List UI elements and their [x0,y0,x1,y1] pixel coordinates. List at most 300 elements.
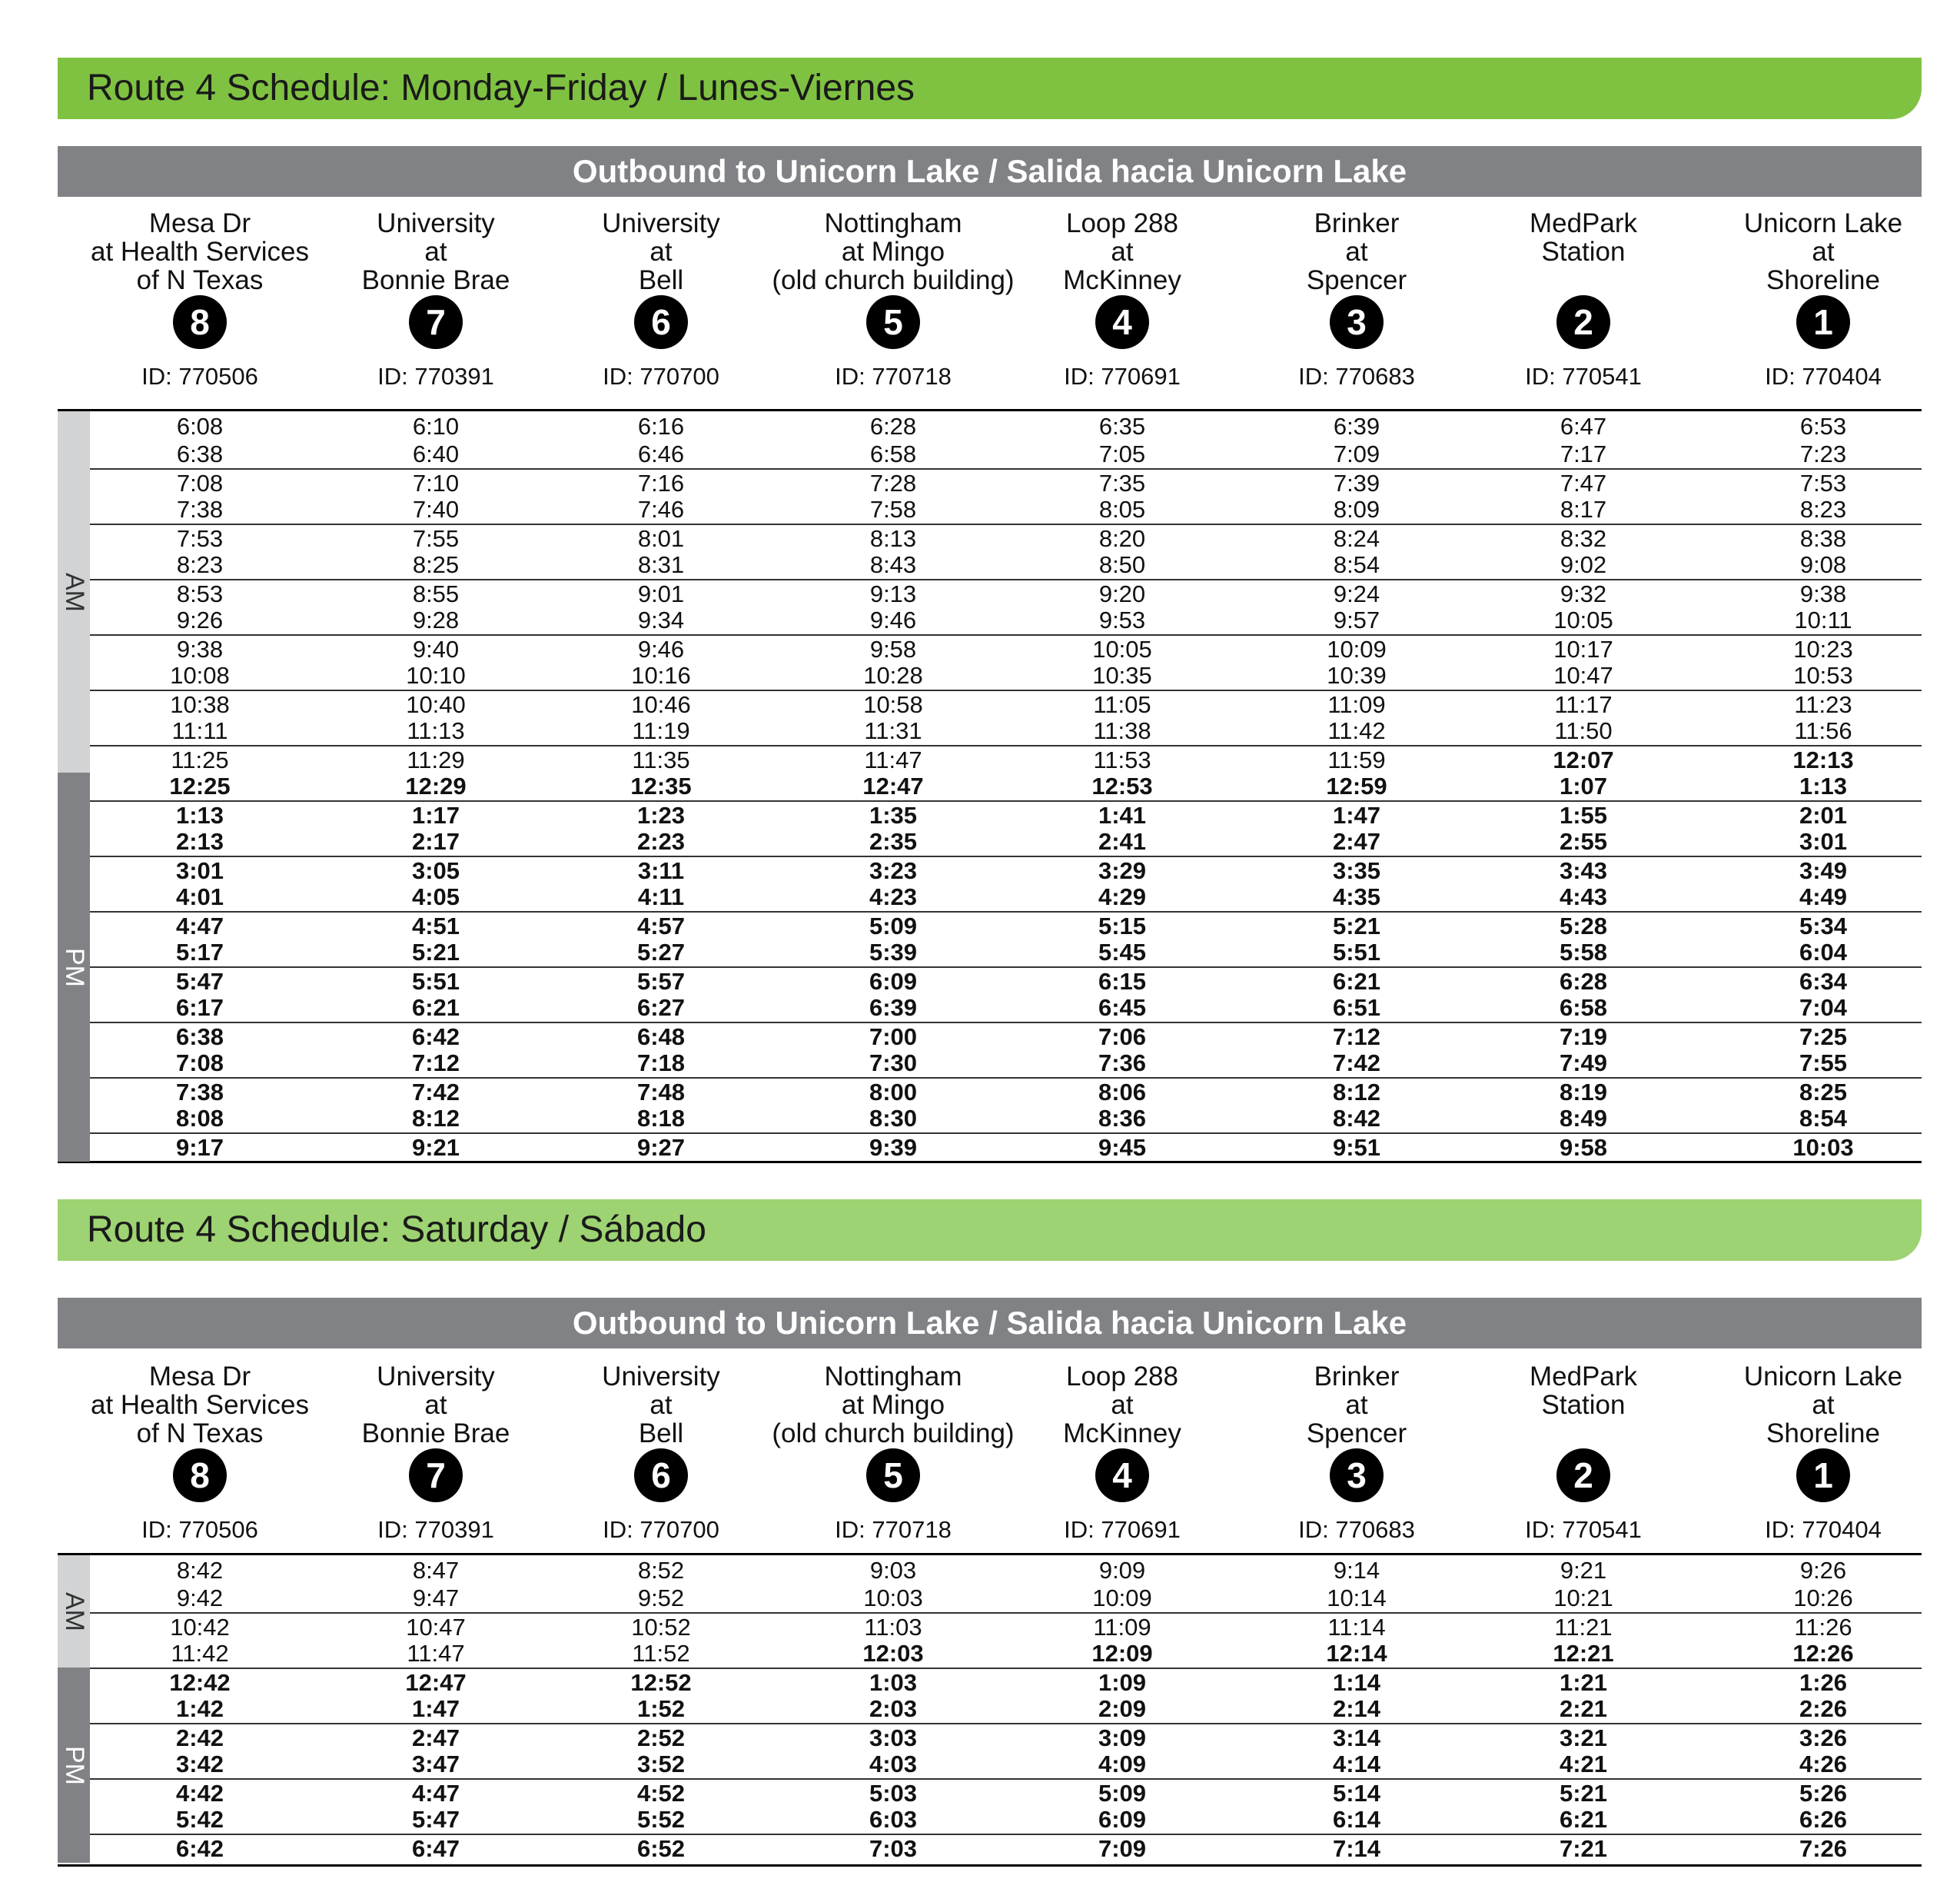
time-cell: 9:58 [869,636,917,663]
time-cell: 7:10 [412,470,460,497]
time-cell: 9:27 [636,1134,686,1161]
time-cell: 10:21 [1553,1584,1613,1611]
table-row [90,800,1922,828]
time-cell: 7:17 [1560,441,1607,467]
time-cell: 1:55 [1559,802,1608,829]
stop-id: ID: 770506 [141,363,258,390]
time-cell: 5:14 [1332,1780,1381,1807]
time-cell: 6:42 [411,1023,460,1050]
time-cell: 8:08 [175,1105,224,1132]
stop-number-badge: 5 [866,1448,920,1502]
stop-name-line: at [1111,1390,1134,1420]
time-cell: 12:26 [1792,1640,1854,1667]
time-cell: 5:03 [869,1780,918,1807]
stop-id: ID: 770683 [1298,363,1415,390]
time-cell: 5:58 [1559,939,1608,966]
time-cell: 2:47 [411,1724,460,1751]
time-cell: 11:23 [1794,691,1852,718]
time-cell: 6:10 [412,413,460,440]
time-cell: 8:54 [1333,551,1380,578]
time-cell: 6:42 [175,1835,224,1862]
time-cell: 6:40 [412,441,460,467]
stop-id: ID: 770541 [1525,363,1642,390]
time-cell: 8:36 [1098,1105,1147,1132]
time-cell: 8:09 [1333,496,1380,523]
time-cell: 9:46 [869,607,917,633]
time-cell: 3:43 [1559,857,1608,884]
time-cell: 8:31 [637,551,685,578]
time-cell: 3:03 [869,1724,918,1751]
time-cell: 11:47 [407,1640,465,1667]
stop-id: ID: 770683 [1298,1516,1415,1543]
table-row [90,579,1922,607]
time-cell: 4:11 [637,883,685,910]
table-row [58,441,1922,468]
time-cell: 11:09 [1093,1614,1151,1641]
time-cell: 2:23 [636,828,686,855]
time-cell: 9:45 [1098,1134,1147,1161]
time-cell: 10:47 [1553,662,1613,689]
stop-name-line: at Health Services [90,237,310,267]
time-cell: 7:53 [176,525,224,552]
stop-id: ID: 770404 [1765,363,1882,390]
time-cell: 3:01 [175,857,224,884]
time-cell: 7:58 [869,496,917,523]
time-cell: 7:42 [1332,1049,1381,1076]
time-cell: 9:08 [1799,551,1847,578]
stop-name-line: MedPark [1529,208,1638,238]
time-cell: 7:49 [1559,1049,1608,1076]
table-row [58,551,1922,579]
time-cell: 10:03 [1792,1134,1854,1161]
time-cell: 5:51 [411,968,460,995]
time-cell: 3:42 [175,1751,224,1777]
stop-name-line: (old church building) [772,1418,1015,1448]
time-cell: 11:26 [1794,1614,1852,1641]
stop-name-line: at [1812,237,1835,267]
time-cell: 10:40 [406,691,466,718]
stop-id: ID: 770718 [835,363,952,390]
stop-name-line: Brinker [1314,208,1400,238]
time-cell: 4:47 [175,913,224,939]
stop-name-line: at [1345,237,1368,267]
time-cell: 3:35 [1332,857,1381,884]
time-cell: 6:47 [1560,413,1607,440]
time-cell: 8:01 [637,525,685,552]
stop-id: ID: 770691 [1064,1516,1181,1543]
time-cell: 3:14 [1332,1724,1381,1751]
stop-header [61,1362,338,1545]
time-cell: 1:42 [175,1695,224,1722]
time-cell: 10:35 [1092,662,1152,689]
time-cell: 2:42 [175,1724,224,1751]
time-cell: 7:00 [869,1023,918,1050]
table-row [58,939,1922,966]
time-cell: 4:26 [1799,1751,1848,1777]
time-cell: 6:38 [175,1023,224,1050]
time-cell: 7:23 [1799,441,1847,467]
table-row [90,1132,1922,1160]
time-cell: 4:14 [1332,1751,1381,1777]
table-row [90,1077,1922,1105]
table-row [58,607,1922,634]
time-cell: 4:47 [411,1780,460,1807]
time-cell: 6:27 [636,994,686,1021]
weekday-schedule-title: Route 4 Schedule: Monday-Friday / Lunes-Viernes [58,58,1922,119]
table-row [58,828,1922,856]
stop-number-badge: 3 [1330,1448,1384,1502]
time-cell: 5:42 [175,1806,224,1833]
table-row [90,1778,1922,1806]
time-cell: 4:05 [411,883,460,910]
time-cell: 10:26 [1793,1584,1853,1611]
time-cell: 6:39 [869,994,918,1021]
time-cell: 6:21 [1559,1806,1608,1833]
stop-name [1685,1362,1960,1448]
time-cell: 7:55 [412,525,460,552]
time-cell: 5:21 [1559,1780,1608,1807]
time-cell: 1:26 [1799,1669,1848,1696]
time-cell: 11:53 [1093,746,1151,773]
time-cell: 12:59 [1326,773,1387,800]
time-cell: 7:14 [1332,1835,1381,1862]
time-cell: 9:21 [411,1134,460,1161]
time-cell: 11:50 [1554,717,1613,744]
time-cell: 1:41 [1098,802,1147,829]
stop-name-line: Spencer [1306,265,1407,295]
time-cell: 8:18 [636,1105,686,1132]
stop-name-line: Shoreline [1766,265,1880,295]
stop-name-line: Unicorn Lake [1743,208,1903,238]
time-cell: 9:09 [1098,1557,1146,1584]
time-cell: 5:57 [636,968,686,995]
time-cell: 9:14 [1333,1557,1380,1584]
time-cell: 7:25 [1799,1023,1848,1050]
time-cell: 9:57 [1333,607,1380,633]
time-cell: 7:19 [1559,1023,1608,1050]
stop-name-line: University [377,208,495,238]
time-cell: 5:15 [1098,913,1147,939]
time-cell: 7:09 [1333,441,1380,467]
time-cell: 6:15 [1098,968,1147,995]
time-cell: 2:47 [1332,828,1381,855]
stop-header [61,209,338,392]
time-cell: 6:34 [1799,968,1848,995]
time-cell: 1:52 [636,1695,686,1722]
table-row [58,717,1922,745]
time-cell: 2:03 [869,1695,918,1722]
stop-number-badge: 8 [173,1448,227,1502]
time-cell: 8:13 [869,525,917,552]
time-cell: 2:14 [1332,1695,1381,1722]
time-cell: 7:42 [411,1079,460,1106]
time-cell: 10:46 [631,691,691,718]
time-cell: 7:03 [869,1835,918,1862]
time-cell: 3:49 [1799,857,1848,884]
time-cell: 12:25 [169,773,231,800]
table-row [58,994,1922,1022]
time-cell: 8:42 [176,1557,224,1584]
table-row [90,1668,1922,1695]
stop-id: ID: 770541 [1525,1516,1642,1543]
time-cell: 2:26 [1799,1695,1848,1722]
time-cell: 9:24 [1333,580,1380,607]
stop-id: ID: 770700 [603,363,719,390]
time-cell: 8:32 [1560,525,1607,552]
time-cell: 4:52 [636,1780,686,1807]
time-cell: 9:51 [1332,1134,1381,1161]
time-cell: 12:09 [1091,1640,1153,1667]
time-cell: 12:35 [630,773,692,800]
stop-name-line: Nottingham [824,1362,962,1392]
time-cell: 8:43 [869,551,917,578]
time-cell: 3:47 [411,1751,460,1777]
stop-number-badge: 8 [173,295,227,349]
table-row [90,966,1922,994]
table-row [90,634,1922,662]
table-row [90,745,1922,773]
time-cell: 10:52 [631,1614,691,1641]
time-cell: 11:59 [1327,746,1386,773]
time-cell: 7:30 [869,1049,918,1076]
time-cell: 5:27 [636,939,686,966]
stop-name-line: Mesa Dr [148,1362,251,1392]
time-cell: 3:23 [869,857,918,884]
time-cell: 11:03 [864,1614,922,1641]
time-cell: 7:05 [1098,441,1146,467]
table-row [90,1834,1922,1861]
time-cell: 8:55 [412,580,460,607]
time-cell: 11:21 [1554,1614,1613,1641]
time-cell: 8:53 [176,580,224,607]
time-cell: 6:58 [1559,994,1608,1021]
stop-id: ID: 770506 [141,1516,258,1543]
stop-name-line: Bell [638,265,684,295]
time-cell: 9:26 [1799,1557,1847,1584]
time-cell: 8:24 [1333,525,1380,552]
time-cell: 2:21 [1559,1695,1608,1722]
time-cell: 1:17 [411,802,460,829]
time-cell: 3:52 [636,1751,686,1777]
stop-name-line: at Health Services [90,1390,310,1420]
table-row [90,856,1922,883]
time-cell: 2:55 [1559,828,1608,855]
table-row [90,911,1922,939]
time-cell: 12:42 [169,1669,231,1696]
time-cell: 7:18 [636,1049,686,1076]
time-cell: 9:13 [869,580,917,607]
stop-number-badge: 4 [1095,295,1149,349]
stop-name-line: at Mingo [841,237,945,267]
time-cell: 1:09 [1098,1669,1147,1696]
pm-period-label: PM [59,1745,89,1785]
time-cell: 1:35 [869,802,918,829]
time-cell: 3:09 [1098,1724,1147,1751]
stop-id: ID: 770691 [1064,363,1181,390]
time-cell: 10:23 [1793,636,1853,663]
time-cell: 3:11 [637,857,685,884]
time-cell: 10:47 [406,1614,466,1641]
time-cell: 4:03 [869,1751,918,1777]
time-cell: 6:58 [869,441,917,467]
time-cell: 6:16 [637,413,685,440]
time-cell: 5:45 [1098,939,1147,966]
time-cell: 7:28 [869,470,917,497]
stop-name-line: Mesa Dr [148,208,251,238]
stop-id: ID: 770700 [603,1516,719,1543]
time-cell: 9:38 [176,636,224,663]
time-cell: 10:05 [1092,636,1152,663]
time-cell: 12:13 [1792,746,1854,773]
table-row [90,524,1922,551]
stop-name [1685,209,1960,295]
time-cell: 1:14 [1332,1669,1381,1696]
time-cell: 11:42 [171,1640,229,1667]
time-cell: 9:21 [1560,1557,1607,1584]
time-cell: 5:17 [175,939,224,966]
time-cell: 9:42 [176,1584,224,1611]
time-cell: 7:21 [1559,1835,1608,1862]
time-cell: 9:46 [637,636,685,663]
time-cell: 6:26 [1799,1806,1848,1833]
stop-name-line: at [1345,1390,1368,1420]
time-cell: 8:50 [1098,551,1146,578]
time-cell: 7:12 [411,1049,460,1076]
time-cell: 6:53 [1799,413,1847,440]
time-cell: 5:51 [1332,939,1381,966]
time-cell: 4:35 [1332,883,1381,910]
stop-name-line: at [424,237,447,267]
time-cell: 12:29 [405,773,467,800]
am-period-label: AM [59,572,89,612]
stop-number-badge: 3 [1330,295,1384,349]
time-cell: 10:09 [1327,636,1387,663]
time-cell: 6:21 [411,994,460,1021]
time-cell: 8:54 [1799,1105,1848,1132]
time-cell: 1:23 [636,802,686,829]
time-cell: 10:58 [863,691,923,718]
stop-name-line: Loop 288 [1066,1362,1178,1392]
stop-name-line: at [1812,1390,1835,1420]
stop-header [1445,209,1722,392]
time-cell: 3:29 [1098,857,1147,884]
time-cell: 6:28 [869,413,917,440]
time-cell: 9:32 [1560,580,1607,607]
stop-name-line: Bonnie Brae [361,265,510,295]
time-cell: 8:12 [411,1105,460,1132]
time-cell: 7:47 [1560,470,1607,497]
time-cell: 6:48 [636,1023,686,1050]
stop-number-badge: 5 [866,295,920,349]
stop-name-line: at [424,1390,447,1420]
stop-number-badge: 6 [634,295,688,349]
time-cell: 6:17 [175,994,224,1021]
time-cell: 10:38 [170,691,230,718]
time-cell: 8:49 [1559,1105,1608,1132]
time-cell: 11:35 [632,746,690,773]
table-row [58,496,1922,524]
time-cell: 4:23 [869,883,918,910]
table-row [58,883,1922,911]
time-cell: 9:20 [1098,580,1146,607]
time-cell: 10:09 [1092,1584,1152,1611]
time-cell: 8:30 [869,1105,918,1132]
time-cell: 11:25 [171,746,229,773]
time-cell: 5:52 [636,1806,686,1833]
time-cell: 7:08 [176,470,224,497]
time-cell: 11:09 [1327,691,1386,718]
time-cell: 11:17 [1554,691,1613,718]
time-cell: 1:13 [1799,773,1848,800]
time-cell: 10:28 [863,662,923,689]
time-cell: 2:01 [1799,802,1848,829]
time-cell: 6:38 [176,441,224,467]
stop-name-line: Spencer [1306,1418,1407,1448]
time-cell: 9:26 [176,607,224,633]
stop-name-line: at [649,1390,673,1420]
time-cell: 10:14 [1327,1584,1387,1611]
stop-name-line: Station [1541,1390,1626,1420]
time-cell: 8:12 [1332,1079,1381,1106]
time-cell: 6:45 [1098,994,1147,1021]
stop-number-badge: 2 [1556,1448,1610,1502]
time-cell: 6:09 [1098,1806,1147,1833]
time-cell: 6:04 [1799,939,1848,966]
time-cell: 8:06 [1098,1079,1147,1106]
time-cell: 8:05 [1098,496,1146,523]
saturday-direction-bar: Outbound to Unicorn Lake / Salida hacia Unicorn Lake [58,1298,1922,1348]
time-cell: 10:42 [170,1614,230,1641]
table-row [90,1022,1922,1049]
time-cell: 9:34 [637,607,685,633]
time-cell: 12:53 [1091,773,1153,800]
time-cell: 5:39 [869,939,918,966]
time-cell: 8:20 [1098,525,1146,552]
time-cell: 7:48 [636,1079,686,1106]
stop-name-line: McKinney [1063,1418,1181,1448]
stop-name-line: MedPark [1529,1362,1638,1392]
weekday-timetable [58,409,1922,1163]
stop-name [61,209,338,295]
saturday-schedule-title: Route 4 Schedule: Saturday / Sábado [58,1199,1922,1261]
time-cell: 6:21 [1332,968,1381,995]
time-cell: 9:39 [869,1134,918,1161]
table-row [58,413,1922,441]
time-cell: 8:23 [176,551,224,578]
am-period-label: AM [59,1591,89,1631]
time-cell: 10:05 [1553,607,1613,633]
time-cell: 2:13 [175,828,224,855]
time-cell: 10:53 [1793,662,1853,689]
table-row [58,1557,1922,1584]
stop-number-badge: 2 [1556,295,1610,349]
time-cell: 5:21 [411,939,460,966]
time-cell: 9:52 [637,1584,685,1611]
saturday-timetable [58,1553,1922,1867]
time-cell: 1:13 [175,802,224,829]
stop-name-line: Bonnie Brae [361,1418,510,1448]
time-cell: 11:47 [864,746,922,773]
time-cell: 7:35 [1098,470,1146,497]
time-cell: 10:16 [631,662,691,689]
time-cell: 9:53 [1098,607,1146,633]
stop-name [61,1362,338,1448]
time-cell: 8:17 [1560,496,1607,523]
time-cell: 6:03 [869,1806,918,1833]
time-cell: 11:19 [632,717,690,744]
table-row [58,1049,1922,1077]
time-cell: 6:52 [636,1835,686,1862]
